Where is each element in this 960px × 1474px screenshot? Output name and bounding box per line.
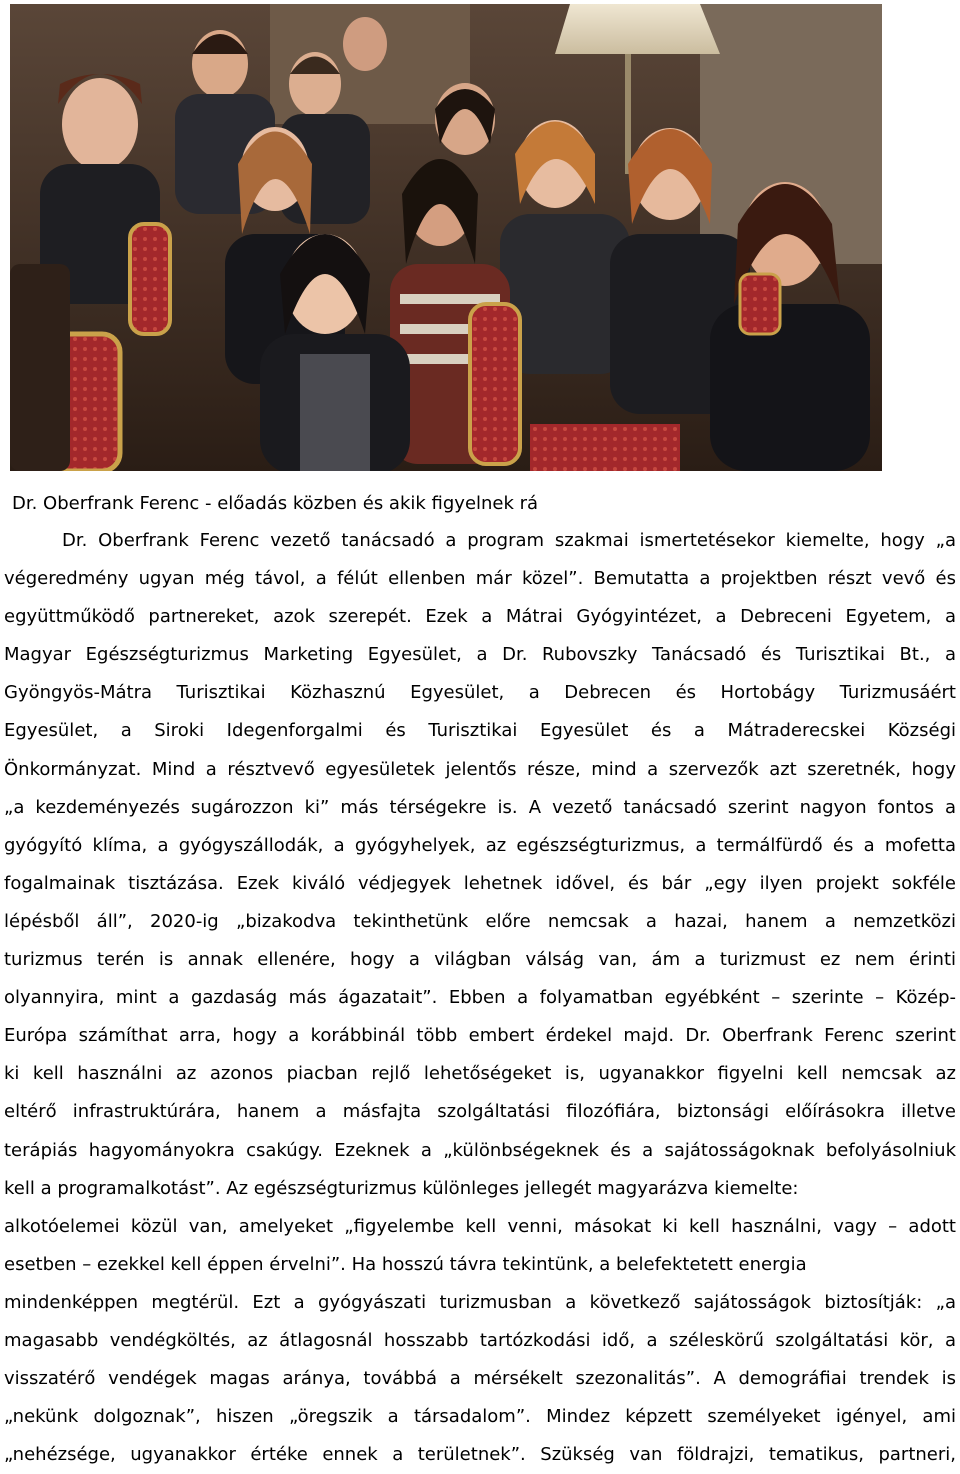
article-line: Európa számíthat arra, hogy a korábbinál több embert érdekel majd. Dr. Oberfrank Ferenc szerint xyxy=(4,1025,956,1047)
article-line: terápiás hagyományokra csakúgy. Ezeknek a „különbségeknek és a sajátosságoknak befolyásolniuk xyxy=(4,1139,956,1161)
article-line: Egyesület, a Siroki Idegenforgalmi és Turisztikai Egyesület és a Mátraderecskei Községi xyxy=(4,720,956,742)
article-body xyxy=(4,522,956,1474)
article-line: magasabb vendégköltés, az átlagosnál hosszabb tartózkodási idő, a széleskörű szolgáltatási kör, a xyxy=(4,1329,956,1351)
article-line: olyannyira, mint a gazdaság más ágazatait”. Ebben a folyamatban egyébként – szerinte – Közép- xyxy=(4,987,956,1009)
article-line: végeredmény ugyan még távol, a félút ellenben már közel”. Bemutatta a projektben részt vevő és xyxy=(4,568,956,590)
article-line: esetben – ezekkel kell éppen érvelni”. Ha hosszú távra tekintünk, a belefektetett energia xyxy=(4,1253,807,1275)
article-line: Önkormányzat. Mind a résztvevő egyesületek jelentős része, mind a szervezők azt szeretnék, hogy xyxy=(4,758,956,780)
article-line: mindenképpen megtérül. Ezt a gyógyászati turizmusban a következő sajátosságok biztosítják: „a xyxy=(4,1291,956,1313)
audience-photo-illustration xyxy=(10,4,882,471)
article-line: együttműködő partnereket, azok szerepét. Ezek a Mátrai Gyógyintézet, a Debreceni Egyetem, a xyxy=(4,606,956,628)
article-line: Magyar Egészségturizmus Marketing Egyesület, a Dr. Rubovszky Tanácsadó és Turisztikai Bt., a xyxy=(4,644,956,666)
article-line: „nekünk dolgoznak”, hiszen „öregszik a társadalom”. Mindez képzett személyeket igényel, ami xyxy=(4,1406,956,1428)
article-line: „a kezdeményezés sugározzon ki” más térségekre is. A vezető tanácsadó szerint nagyon fontos a xyxy=(4,796,956,818)
article-line: kell a programalkotást”. Az egészségturizmus különleges jellegét magyarázva kiemelte: xyxy=(4,1177,799,1199)
article-line: gyógyító klíma, a gyógyszállodák, a gyógyhelyek, az egészségturizmus, a termálfürdő és a mofetta xyxy=(4,834,956,856)
article-line: eltérő infrastruktúrára, hanem a másfajta szolgáltatási filozófiára, biztonsági előírásokra illetve xyxy=(4,1101,956,1123)
photo-caption: Dr. Oberfrank Ferenc - előadás közben és akik figyelnek rá xyxy=(12,493,539,514)
article-line: Dr. Oberfrank Ferenc vezető tanácsadó a program szakmai ismertetésekor kiemelte, hogy „a xyxy=(62,530,956,551)
article-line: visszatérő vendégek magas aránya, továbbá a mérsékelt szezonalitás”. A demográfiai trendek is xyxy=(4,1368,956,1390)
article-line: lépésből áll”, 2020-ig „bizakodva tekinthetünk előre nemcsak a hazai, hanem a nemzetközi xyxy=(4,910,956,932)
audience-photo xyxy=(10,4,882,471)
article-line: alkotóelemei közül van, amelyeket „figyelembe kell venni, másokat ki kell használni, vagy – adott xyxy=(4,1215,956,1237)
article-line: ki kell használni az azonos piacban rejlő lehetőségeket is, ugyanakkor figyelni kell nemcsak az xyxy=(4,1063,956,1085)
article-line: „nehézsége, ugyanakkor értéke ennek a területnek”. Szükség van földrajzi, tematikus, partneri, xyxy=(4,1444,956,1466)
article-line: turizmus terén is annak ellenére, hogy a világban válság van, ám a turizmust ez nem érinti xyxy=(4,949,956,971)
article-line: fogalmainak tisztázása. Ezek kiváló védjegyek lehetnek idővel, és bár „egy ilyen projekt sokféle xyxy=(4,872,956,894)
article-line: Gyöngyös-Mátra Turisztikai Közhasznú Egyesület, a Debrecen és Hortobágy Turizmusáért xyxy=(4,682,956,704)
